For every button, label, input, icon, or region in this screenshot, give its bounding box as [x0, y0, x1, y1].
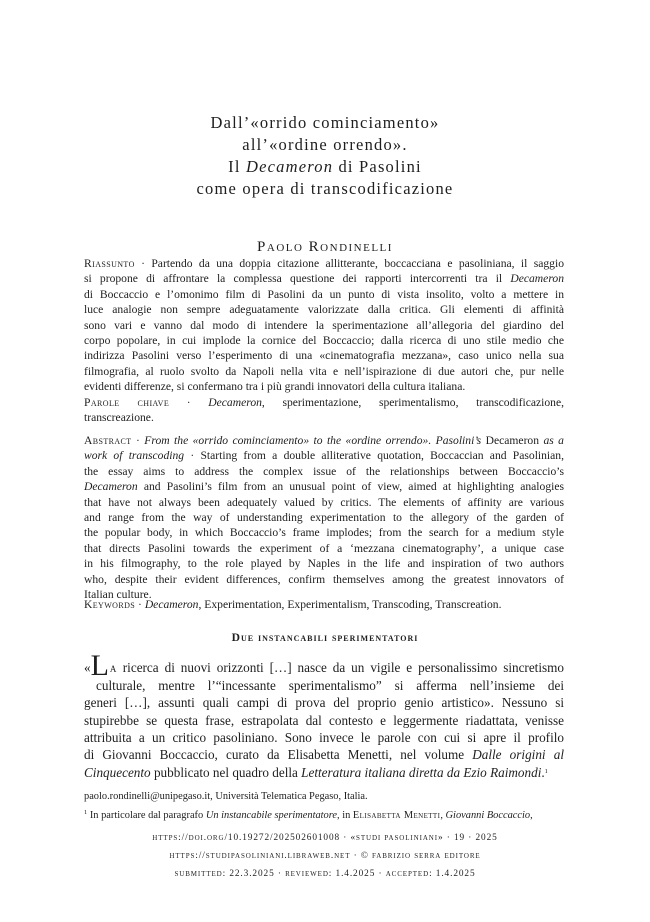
footer-doi-line[interactable]: https://doi.org/10.19272/202502601008 · «studi pasoliniani» · 19 · 2025: [152, 833, 498, 843]
open-quote: «: [84, 660, 91, 675]
drop-cap: L: [90, 649, 109, 682]
keywords-rest: , Experimentation, Experimentalism, Transcoding, Transcreation.: [198, 598, 502, 611]
abstract-line-6: and range from the way of understanding experimentation to the allegory of the garden of: [84, 511, 564, 525]
title-line-2: all’«ordine orrendo».: [242, 135, 408, 154]
abstract-line-7: the popular body, in which Boccaccio’s frame implodes; from the search for a medium style: [84, 526, 564, 540]
abstract-line-4-rest: and Pasolini’s film from an unusual point of view, aimed at highlighting analogies: [137, 480, 564, 494]
body-paragraph: [84, 649, 564, 782]
riassunto-line-4: luce analogie non sempre adeguatamente valorizzate dalla critica. Gli elementi di affinità: [84, 303, 564, 317]
keywords-line: [84, 597, 564, 612]
body-line-2: culturale, mentre l’“incessante sperimentalismo” si afferma nell’insieme dei: [96, 678, 564, 693]
footnote-1-end: ,: [530, 810, 533, 821]
keywords-paragraph: [84, 597, 564, 612]
riassunto-line-1: [84, 256, 564, 271]
body-line-7-em2: Letteratura italiana diretta da Ezio Raimondi: [301, 765, 542, 781]
parole-chiave-separator: ·: [169, 396, 209, 409]
article-title: [0, 112, 650, 200]
parole-chiave-paragraph: [84, 395, 564, 426]
abstract-line-10: who, despite their evident differences, confirm themselves among the greatest innovators of: [84, 572, 564, 586]
abstract-line-2-rest: · Starting from a double alliterative quotation, Boccaccian and Pasolinian,: [184, 449, 564, 463]
body-line-6-em: Dalle origini al: [472, 747, 564, 763]
footnote-1-post: ,: [440, 810, 446, 821]
abstract-line-1: [84, 433, 564, 448]
abstract-line-5: that have not always been adequately valued by critics. The elements of affinity are various: [84, 495, 564, 509]
abstract-line-3: the essay aims to address the complex issue of the relationships between Boccaccio’s: [84, 464, 564, 478]
contact-email[interactable]: paolo.rondinelli@unipegaso.it, Università Telematica Pegaso, Italia.: [84, 791, 368, 802]
body-line-6-pre: di Giovanni Boccaccio, curato da Elisabetta Menetti, nel volume: [84, 747, 473, 763]
body-line-4: stupirebbe se questa frase, estrapolata dal contesto e leggermente riadattata, venisse: [84, 712, 564, 728]
riassunto-line-1-text: · Partendo da una doppia citazione allitterante, boccacciana e pasoliniana, il saggio: [134, 257, 564, 270]
parole-chiave-line-2: transcreazione.: [84, 411, 154, 425]
keywords-separator: ·: [135, 598, 145, 611]
parole-chiave-rest: , sperimentazione, sperimentalismo, transcodificazione,: [261, 396, 564, 409]
footnote-1-author: Elisabetta Menetti: [352, 810, 441, 821]
footer-dates-line: submitted: 22.3.2025 · reviewed: 1.4.2025 · accepted: 1.4.2025: [174, 869, 476, 879]
riassunto-label: Riassunto: [84, 257, 135, 270]
parole-chiave-line-1: [84, 395, 564, 410]
abstract-paragraph: [84, 433, 564, 602]
footnote-1-pre: In particolare dal paragrafo: [87, 810, 206, 821]
title-line-3-em: Decameron: [245, 157, 334, 176]
footnote-ref-1[interactable]: 1: [544, 768, 548, 776]
body-line-1: [84, 649, 564, 682]
author-name: Paolo Rondinelli: [257, 239, 393, 255]
footer-website-line[interactable]: https://studipasoliniani.libraweb.net · © fabrizio serra editore: [169, 851, 481, 861]
body-line-3: generi […], assunti quali campi di prova del proprio genio artistico». Nessuno si: [84, 695, 564, 711]
title-line-3: [0, 156, 650, 178]
parole-chiave-label: Parole chiave: [84, 396, 170, 409]
riassunto-line-5: sono vari e vanno dal modo di intendere la sperimentazione all’allegoria del giardino del: [84, 318, 564, 332]
riassunto-line-2-pre: si propone di affrontare la complessa questione dei rapporti intercorrenti tra il: [84, 272, 511, 286]
title-line-1: Dall’«orrido cominciamento»: [210, 113, 440, 132]
footnote-1-line: [84, 806, 564, 822]
parole-chiave-em: Decameron: [208, 396, 262, 409]
footnote-1-mid: , in: [337, 810, 353, 821]
first-word: a: [109, 660, 117, 675]
body-line-6: [84, 746, 564, 763]
riassunto-paragraph: [84, 256, 564, 395]
title-line-4: come opera di transcodificazione: [196, 179, 454, 198]
riassunto-line-2: [84, 271, 564, 286]
riassunto-line-7: indirizza Pasolini verso l’esperimento di una «cinematografia mezzana», caso unico nella sua: [84, 349, 564, 363]
abstract-separator: ·: [131, 434, 145, 447]
riassunto-line-9: evidenti differenze, si confermano tra i più grandi innovatori della cultura italiana.: [84, 380, 466, 394]
abstract-line-1-em2: as a: [543, 434, 564, 447]
title-line-3-pre: Il: [228, 157, 246, 176]
riassunto-line-2-em: Decameron: [510, 272, 564, 286]
body-line-7-em: Cinquecento: [84, 765, 151, 781]
riassunto-line-8: filmografia, al ruolo svolto da Napoli nella vita e nell’ispirazione di due autori che, pur nelle: [84, 364, 564, 378]
footnote-1: [84, 806, 564, 822]
abstract-line-1-em: From the «orrido cominciamento» to the «ordine orrendo». Pasolini’s: [144, 434, 482, 447]
abstract-label: Abstract: [84, 434, 132, 447]
riassunto-line-6: corpo popolare, in cui implode la cornice del Boccaccio; dalla ricerca di uno stile medio che: [84, 334, 564, 348]
abstract-line-4: [84, 479, 564, 494]
body-line-7-mid: pubblicato nel quadro della: [150, 765, 302, 781]
keywords-em: Decameron: [144, 598, 199, 611]
footnote-1-em: Un instancabile sperimentatore: [205, 810, 338, 821]
footnote-1-number: 1: [84, 809, 88, 816]
section-heading: Due instancabili sperimentatori: [231, 631, 419, 644]
abstract-line-11: Italian culture.: [84, 588, 152, 602]
abstract-line-1-mid: Decameron: [481, 434, 544, 447]
abstract-line-9: in his filmography, to the role played by Naples in the life and inspiration of two authors: [84, 557, 564, 571]
abstract-line-2-em: work of transcoding: [84, 449, 185, 463]
keywords-label: Keywords: [84, 598, 136, 611]
abstract-line-8: that directs Pasolini towards the experiment of a ‘mezzana cinematography’, a unique case: [84, 541, 564, 555]
body-line-1-rest: ricerca di nuovi orizzonti […] nasce da un vigile e personalissimo sincretismo: [116, 660, 564, 675]
body-line-7-post: .: [541, 765, 545, 781]
abstract-line-2: [84, 448, 564, 463]
footnote-1-em2: Giovanni Boccaccio: [445, 810, 531, 821]
riassunto-line-3: di Boccaccio e l’omonimo film di Pasolini da un punto di vista insolito, volto a mettere in: [84, 287, 564, 301]
footnote-contact: [84, 790, 564, 803]
body-line-7: [84, 763, 564, 781]
abstract-line-4-em: Decameron: [84, 480, 138, 494]
title-line-3-post: di Pasolini: [333, 157, 422, 176]
body-line-5: attribuita a un critico pasoliniano. Sono invece le parole con cui si apre il profilo: [84, 729, 564, 745]
